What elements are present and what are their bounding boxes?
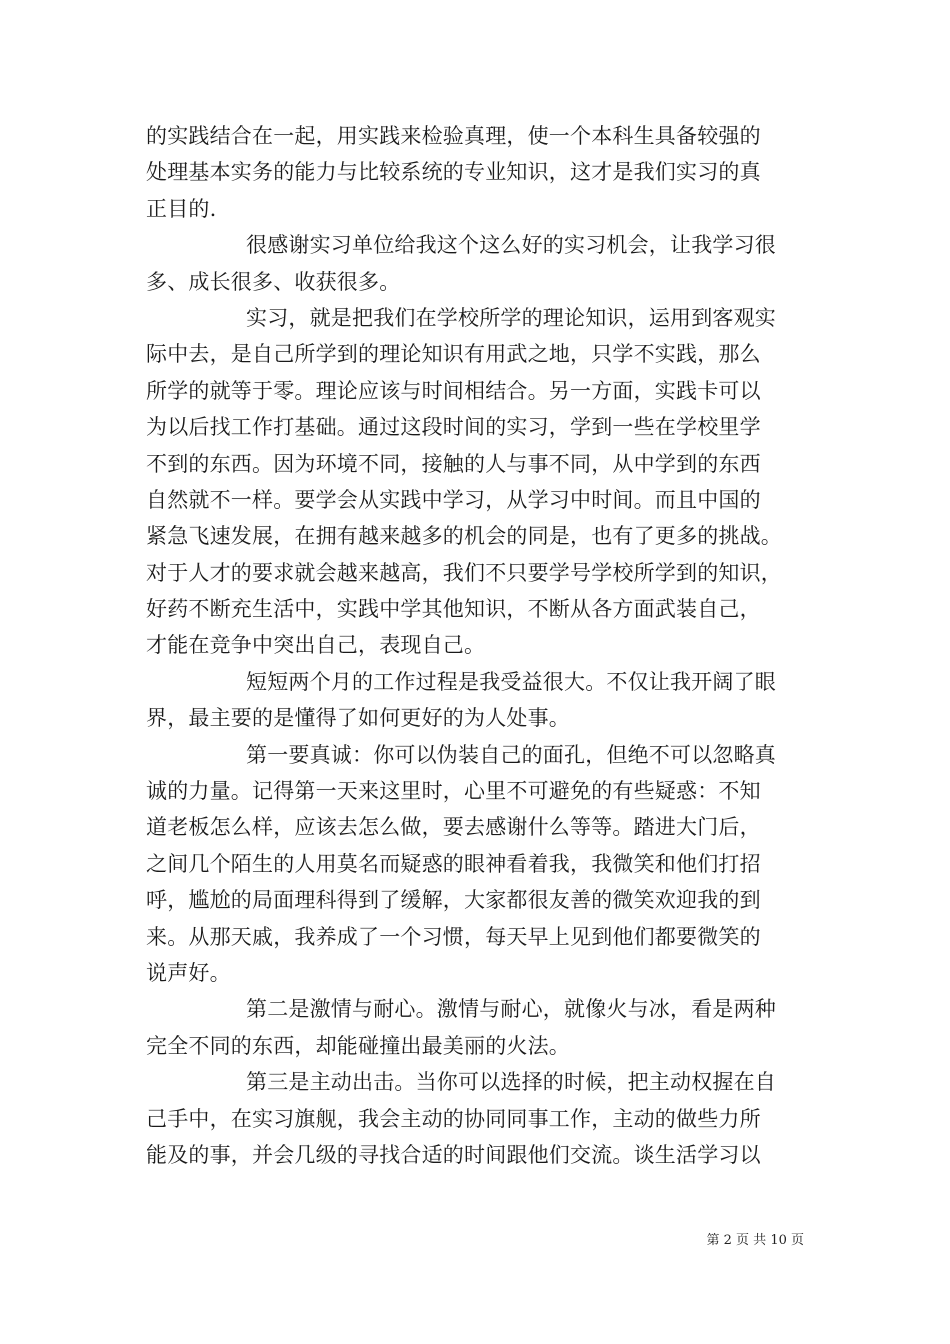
text-line: 自然就不一样。要学会从实践中学习，从学习中时间。而且中国的 — [146, 487, 761, 512]
text-line: 之间几个陌生的人用莫名而疑惑的眼神看着我，我微笑和他们打招 — [146, 851, 761, 876]
text-line: 很感谢实习单位给我这个这么好的实习机会，让我学习很 — [246, 233, 776, 258]
text-line: 对于人才的要求就会越来越高，我们不只要学号学校所学到的知识， — [146, 560, 782, 585]
text-line: 短短两个月的工作过程是我受益很大。不仅让我开阔了眼 — [246, 669, 776, 694]
text-line: 第三是主动出击。当你可以选择的时候，把主动权握在自 — [246, 1070, 776, 1095]
text-line: 正目的. — [146, 196, 217, 221]
text-line: 才能在竞争中突出自己，表现自己。 — [146, 633, 486, 658]
text-line: 为以后找工作打基础。通过这段时间的实习，学到一些在学校里学 — [146, 415, 761, 440]
text-line: 诚的力量。记得第一天来这里时，心里不可避免的有些疑惑：不知 — [146, 779, 761, 804]
text-line: 第一要真诚：你可以伪装自己的面孔，但绝不可以忽略真 — [246, 742, 776, 767]
text-line: 不到的东西。因为环境不同，接触的人与事不同，从中学到的东西 — [146, 451, 761, 476]
text-line: 说声好。 — [146, 960, 231, 985]
body-text — [146, 118, 814, 1173]
text-line: 多、成长很多、收获很多。 — [146, 269, 401, 294]
text-line: 所学的就等于零。理论应该与时间相结合。另一方面，实践卡可以 — [146, 378, 761, 403]
text-line: 好药不断充生活中，实践中学其他知识，不断从各方面武装自己， — [146, 597, 761, 622]
text-line: 实习，就是把我们在学校所学的理论知识，运用到客观实 — [246, 305, 776, 330]
text-line: 的实践结合在一起，用实践来检验真理，使一个本科生具备较强的 — [146, 124, 761, 148]
text-line: 完全不同的东西，却能碰撞出最美丽的火法。 — [146, 1033, 570, 1058]
text-line: 能及的事，并会几级的寻找合适的时间跟他们交流。谈生活学习以 — [146, 1142, 761, 1167]
text-line: 第二是激情与耐心。激情与耐心，就像火与冰，看是两种 — [246, 997, 776, 1022]
text-line: 紧急飞速发展，在拥有越来越多的机会的同是，也有了更多的挑战。 — [146, 524, 782, 549]
text-line: 界，最主要的是懂得了如何更好的为人处事。 — [146, 706, 570, 731]
text-line: 际中去，是自己所学到的理论知识有用武之地，只学不实践，那么 — [146, 342, 761, 367]
text-line: 处理基本实务的能力与比较系统的专业知识，这才是我们实习的真 — [146, 160, 761, 185]
text-line: 呼，尴尬的局面理科得到了缓解，大家都很友善的微笑欢迎我的到 — [146, 888, 761, 913]
text-line: 来。从那天戚，我养成了一个习惯，每天早上见到他们都要微笑的 — [146, 924, 761, 949]
text-line: 己手中，在实习旗舰，我会主动的协同同事工作，主动的做些力所 — [146, 1106, 761, 1131]
page-number: 第 2 页 共 10 页 — [706, 1233, 804, 1248]
text-line: 道老板怎么样，应该去怎么做，要去感谢什么等等。踏进大门后， — [146, 815, 761, 840]
